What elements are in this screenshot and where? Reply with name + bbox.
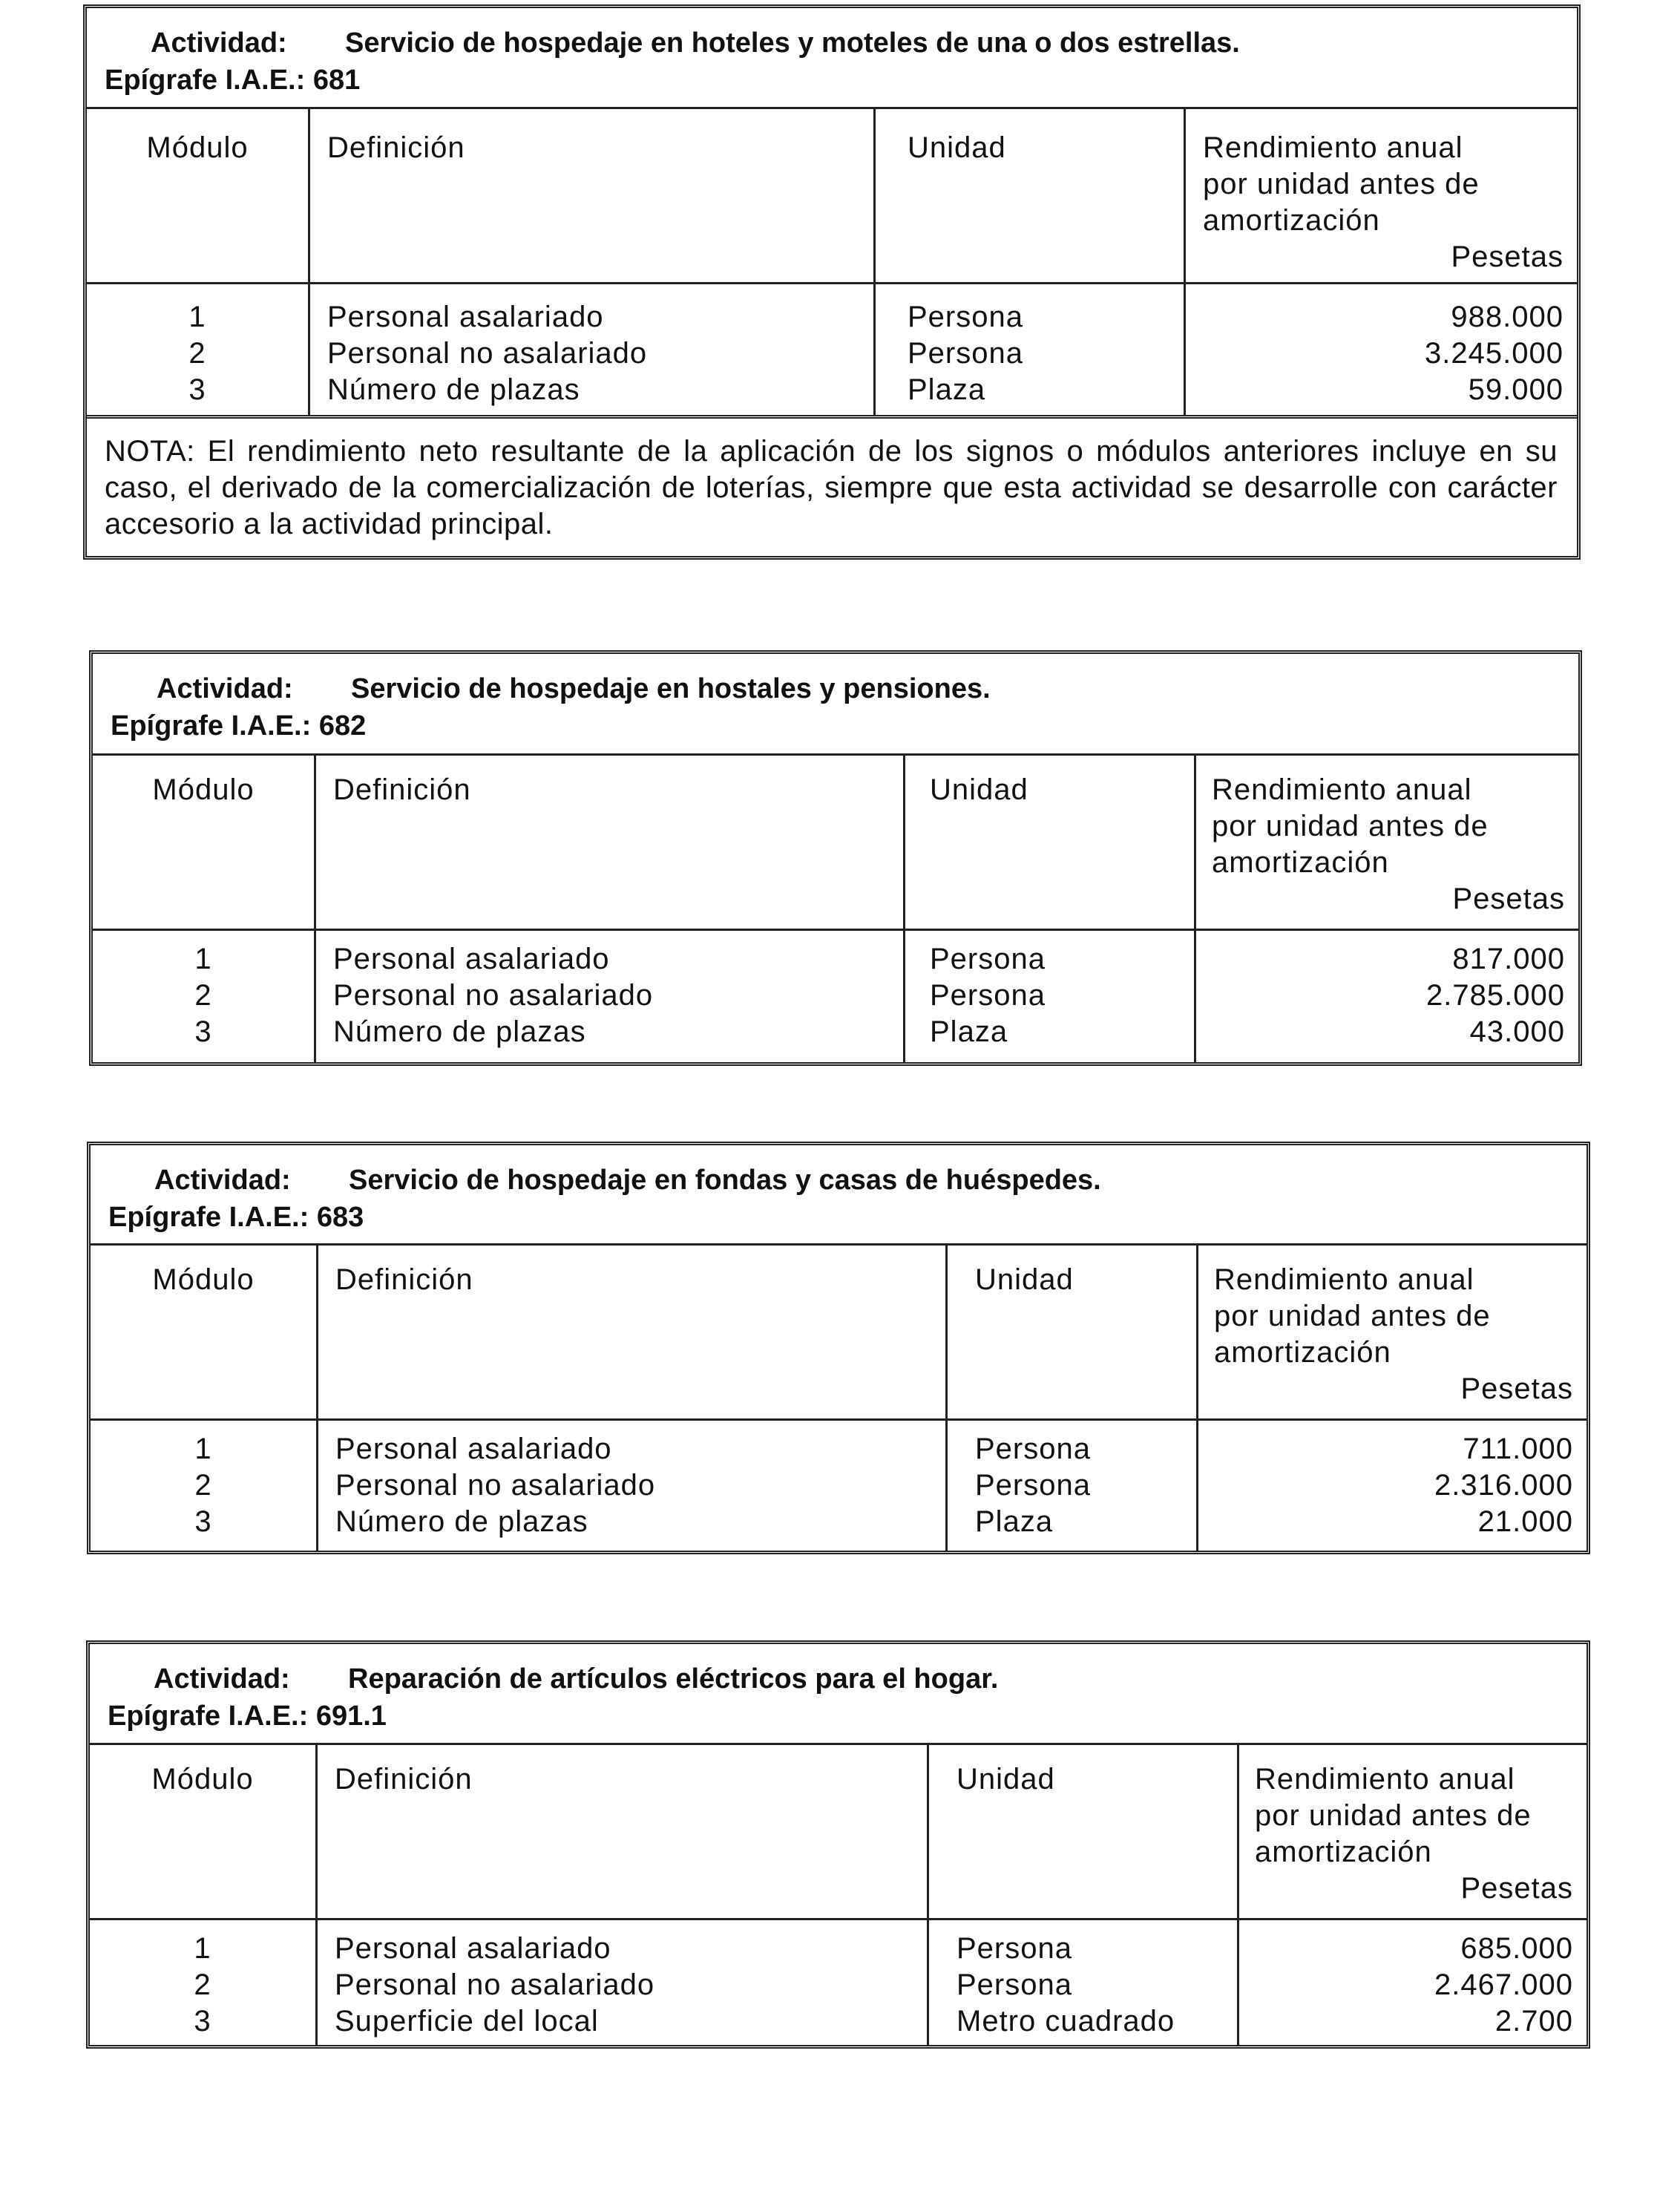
- row-modulo: 2: [194, 1469, 212, 1502]
- row-modulo: 2: [194, 979, 212, 1012]
- epigrafe-line: [108, 1698, 387, 1735]
- col-header-modulo: Módulo: [146, 131, 249, 164]
- row-definicion: Personal asalariado: [335, 1433, 612, 1465]
- col-header-rendimiento: amortización: [1203, 204, 1380, 237]
- activity-line: [154, 1660, 998, 1698]
- epigrafe-line: [111, 707, 366, 744]
- activity-header: [87, 8, 1577, 109]
- row-rendimiento: 21.000: [1477, 1505, 1573, 1538]
- col-header-modulo: Módulo: [151, 1763, 254, 1796]
- activity-block-691-1: [86, 1640, 1590, 2049]
- actividad-value: Reparación de artículos eléctricos para el hogar.: [348, 1663, 999, 1695]
- col-header-modulo: Módulo: [152, 773, 255, 806]
- epigrafe-line: [105, 62, 360, 99]
- row-rendimiento: 3.245.000: [1425, 337, 1563, 370]
- activity-header: [91, 1145, 1587, 1246]
- col-header-unidad: Unidad: [908, 131, 1006, 164]
- row-rendimiento: 59.000: [1468, 373, 1563, 406]
- actividad-value: Servicio de hospedaje en hoteles y moteles de una o dos estrellas.: [345, 27, 1240, 59]
- row-definicion: Número de plazas: [335, 1505, 588, 1538]
- currency-label: Pesetas: [1460, 1872, 1573, 1905]
- actividad-value: Servicio de hospedaje en fondas y casas de huéspedes.: [349, 1165, 1101, 1196]
- col-header-rendimiento: por unidad antes de: [1203, 168, 1480, 200]
- row-definicion: Personal asalariado: [333, 943, 610, 975]
- row-definicion: Personal no asalariado: [333, 979, 654, 1012]
- row-rendimiento: 2.316.000: [1434, 1469, 1573, 1502]
- col-header-definicion: Definición: [327, 131, 465, 164]
- col-header-rendimiento: amortización: [1255, 1836, 1432, 1868]
- row-definicion: Número de plazas: [327, 373, 580, 406]
- col-header-definicion: Definición: [335, 1263, 473, 1296]
- modules-table: [93, 756, 1578, 1062]
- row-modulo: 3: [188, 373, 206, 406]
- row-rendimiento: 685.000: [1460, 1932, 1573, 1965]
- activity-line: [154, 1162, 1101, 1199]
- actividad-label: Actividad:: [154, 1663, 290, 1695]
- col-header-rendimiento: amortización: [1214, 1336, 1391, 1369]
- row-definicion: Superficie del local: [335, 2005, 599, 2038]
- col-header-rendimiento: amortización: [1212, 846, 1389, 879]
- modules-table: [87, 109, 1577, 416]
- row-unidad: Persona: [908, 337, 1023, 370]
- modules-table: [91, 1246, 1587, 1551]
- epigrafe-line: [108, 1199, 364, 1236]
- col-header-modulo: Módulo: [152, 1263, 255, 1296]
- row-modulo: 3: [194, 1505, 212, 1538]
- col-header-rendimiento: Rendimiento anual: [1214, 1263, 1474, 1296]
- activity-line: [157, 670, 991, 707]
- row-rendimiento: 817.000: [1452, 943, 1565, 975]
- row-unidad: Plaza: [975, 1505, 1054, 1538]
- activity-block-683: [87, 1142, 1590, 1554]
- modules-table: [90, 1745, 1587, 2045]
- epigrafe-value: 682: [318, 710, 367, 742]
- currency-label: Pesetas: [1451, 240, 1563, 273]
- col-header-rendimiento: Rendimiento anual: [1203, 131, 1463, 164]
- row-rendimiento: 988.000: [1451, 301, 1563, 333]
- row-unidad: Persona: [908, 301, 1023, 333]
- epigrafe-value: 681: [312, 65, 361, 96]
- col-header-rendimiento: por unidad antes de: [1214, 1300, 1491, 1332]
- row-modulo: 1: [194, 1433, 212, 1465]
- epigrafe-value: 691.1: [315, 1701, 387, 1732]
- row-definicion: Personal no asalariado: [327, 337, 648, 370]
- activity-header: [90, 1644, 1587, 1745]
- row-unidad: Persona: [957, 1932, 1072, 1965]
- row-modulo: 1: [194, 943, 212, 975]
- row-unidad: Persona: [930, 943, 1046, 975]
- epigrafe-label: Epígrafe I.A.E.:: [108, 1202, 317, 1233]
- row-rendimiento: 43.000: [1469, 1015, 1565, 1048]
- row-modulo: 2: [188, 337, 206, 370]
- row-definicion: Número de plazas: [333, 1015, 586, 1048]
- col-header-rendimiento: Rendimiento anual: [1255, 1763, 1515, 1796]
- actividad-value: Servicio de hospedaje en hostales y pensiones.: [351, 673, 991, 704]
- row-unidad: Plaza: [908, 373, 986, 406]
- currency-label: Pesetas: [1460, 1372, 1573, 1405]
- activity-line: [151, 24, 1240, 62]
- activity-block-681: [83, 4, 1581, 560]
- col-header-rendimiento: por unidad antes de: [1212, 810, 1489, 842]
- row-modulo: 3: [194, 1015, 212, 1048]
- activity-block-682: [89, 650, 1582, 1066]
- row-rendimiento: 2.467.000: [1434, 1968, 1573, 2001]
- row-modulo: 2: [194, 1968, 211, 2001]
- row-unidad: Persona: [930, 979, 1046, 1012]
- row-unidad: Plaza: [930, 1015, 1008, 1048]
- row-unidad: Metro cuadrado: [957, 2005, 1175, 2038]
- currency-label: Pesetas: [1452, 883, 1565, 915]
- epigrafe-label: Epígrafe I.A.E.:: [111, 710, 319, 742]
- nota-text: NOTA: El rendimiento neto resultante de la aplicación de los signos o módulos anteriores incluye en su caso, el derivado de la comercialización de loterías, siempre que esta actividad se desarrolle con carácter accesorio a la actividad principal.: [87, 415, 1577, 556]
- activity-header: [93, 654, 1578, 756]
- row-definicion: Personal asalariado: [327, 301, 604, 333]
- epigrafe-label: Epígrafe I.A.E.:: [108, 1701, 316, 1732]
- col-header-unidad: Unidad: [930, 773, 1028, 806]
- col-header-definicion: Definición: [335, 1763, 473, 1796]
- col-header-rendimiento: Rendimiento anual: [1212, 773, 1472, 806]
- row-definicion: Personal no asalariado: [335, 1968, 655, 2001]
- actividad-label: Actividad:: [157, 673, 293, 704]
- epigrafe-value: 683: [316, 1202, 364, 1233]
- row-unidad: Persona: [975, 1469, 1091, 1502]
- col-header-unidad: Unidad: [957, 1763, 1055, 1796]
- actividad-label: Actividad:: [154, 1165, 291, 1196]
- row-definicion: Personal asalariado: [335, 1932, 611, 1965]
- row-rendimiento: 2.700: [1494, 2005, 1573, 2038]
- col-header-unidad: Unidad: [975, 1263, 1074, 1296]
- row-rendimiento: 711.000: [1463, 1433, 1573, 1465]
- row-modulo: 3: [194, 2005, 211, 2038]
- row-unidad: Persona: [975, 1433, 1091, 1465]
- col-header-rendimiento: por unidad antes de: [1255, 1799, 1532, 1832]
- epigrafe-label: Epígrafe I.A.E.:: [105, 65, 313, 96]
- col-header-definicion: Definición: [333, 773, 471, 806]
- row-rendimiento: 2.785.000: [1426, 979, 1565, 1012]
- row-unidad: Persona: [957, 1968, 1072, 2001]
- row-definicion: Personal no asalariado: [335, 1469, 656, 1502]
- row-modulo: 1: [194, 1932, 211, 1965]
- actividad-label: Actividad:: [151, 27, 287, 59]
- row-modulo: 1: [188, 301, 206, 333]
